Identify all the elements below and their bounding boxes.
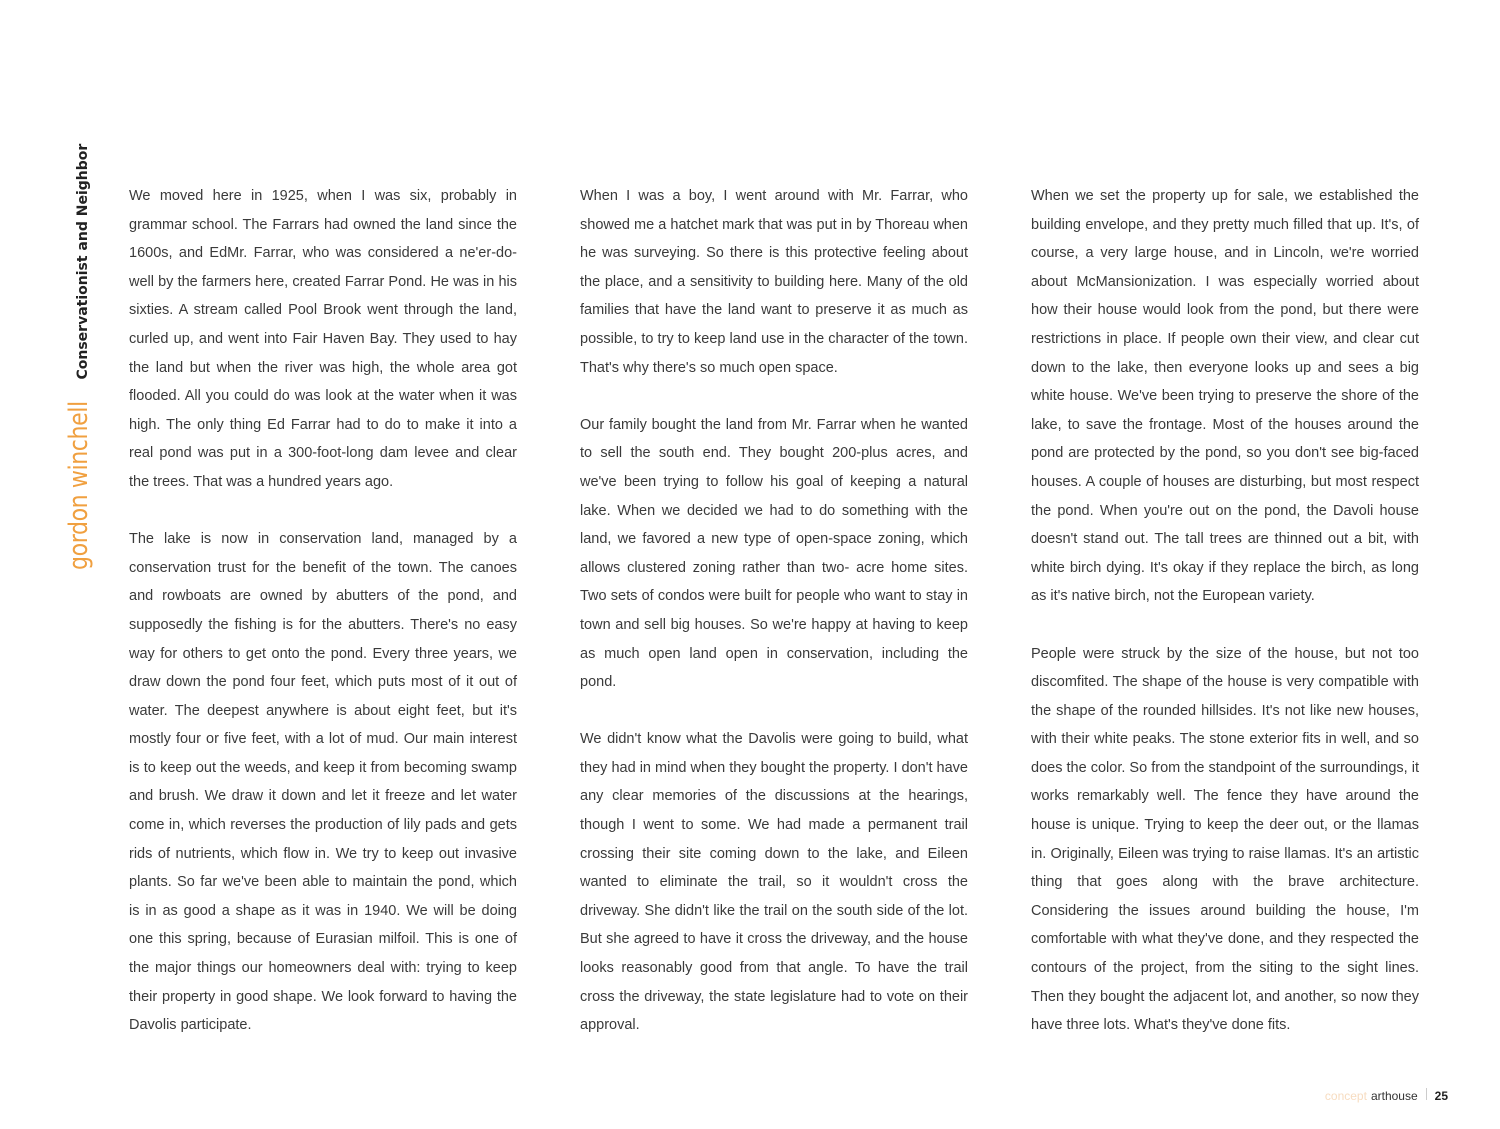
sidebar-label [64,144,94,570]
paragraph: When I was a boy, I went around with Mr. Farrar, who showed me a hatchet mark that was put in by Thoreau when he was surveying. So there is this protective feeling about the place, and a sensitivity to building here. Many of the old families that have the land want to preserve it as much as possible, to try to keep land use in the character of the town. That's why there's so much open space. [580,188,968,376]
text-column-3 [1031,182,1419,1068]
paragraph: The lake is now in conservation land, managed by a conservation trust for the benefit of the town. The canoes and rowboats are owned by abutters of the pond, and supposedly the fishing is for the abutters. There's no easy way for others to get onto the pond. Every three years, we draw down the pond four feet, which puts most of it out of water. The deepest anywhere is about eight feet, but it's mostly four or five feet, with a lot of mud. Our main interest is to keep out the weeds, and keep it from becoming swamp and brush. We draw it down and let it freeze and let water come in, which reverses the production of lily pads and gets rids of nutrients, which flow in. We try to keep out invasive plants. So far we've been able to maintain the pond, which is in as good a shape as it was in 1940. We will be doing one this spring, because of Eurasian milfoil. This is one of the major things our homeowners deal with: trying to keep their property in good shape. We look forward to having the Davolis participate. [129,531,517,1034]
page-number: 25 [1434,1089,1448,1103]
paragraph: We didn't know what the Davolis were going to build, what they had in mind when they bought the property. I don't have any clear memories of the discussions at the hearings, though I went to some. We had made a permanent trail crossing their site coming down to the lake, and Eileen wanted to eliminate the trail, so it wouldn't cross the driveway. She didn't like the trail on the south side of the lot. But she agreed to have it cross the driveway, and the house looks reasonably good from that angle. To have the trail cross the driveway, the state legislature had to vote on their approval. [580,731,968,1034]
magazine-name: concept [1324,1089,1367,1103]
interviewee-role: Conservationist and Neighbor [75,143,91,380]
paragraph: People were struck by the size of the house, but not too discomfited. The shape of the house is very compatible with the shape of the rounded hillsides. It's not like new houses, with their white peaks. The stone exterior fits in well, and so does the color. So from the standpoint of the surroundings, it works remarkably well. The fence they have around the house is unique. Trying to keep the deer out, or the llamas in. Originally, Eileen was trying to raise llamas. It's an artistic thing that goes along with the brave architecture. Considering the issues around building the house, I'm comfortable with what they've done, and they respected the contours of the project, from the siting to the sight lines. Then they bought the adjacent lot, and another, so now they have three lots. What's they've done fits. [1031,645,1419,1034]
page-footer [1325,1088,1448,1103]
text-column-1 [129,182,517,1068]
paragraph: When we set the property up for sale, we established the building envelope, and they pretty much filled that up. It's, of course, a very large house, and in Lincoln, we're worried about McMansionization. I was especially worried about how their house would look from the pond, but there were restrictions in place. If people own their view, and clear cut down to the lake, then everyone looks up and sees a big white house. We've been trying to preserve the shore of the lake, to save the frontage. Most of the houses around the pond are protected by the pond, so you don't see big-faced houses. A couple of houses are disturbing, but most respect the pond. When you're out on the pond, the Davoli house doesn't stand out. The tall trees are thinned out a bit, with white birch dying. It's okay if they replace the birch, as long as it's native birch, not the European variety. [1031,188,1419,605]
paragraph: We moved here in 1925, when I was six, probably in grammar school. The Farrars had owned the land since the 1600s, and EdMr. Farrar, who was considered a ne'er-do-well by the farmers here, created Farrar Pond. He was in his sixties. A stream called Pool Brook went through the land, curled up, and went into Fair Haven Bay. They used to hay the land but when the river was high, the whole area got flooded. All you could do was look at the water when it was high. The only thing Ed Farrar had to do to make it into a real pond was put in a 300-foot-long dam levee and clear the trees. That was a hundred years ago. [129,188,517,490]
interviewee-name: gordon winchell [64,401,94,570]
section-name: arthouse [1370,1089,1418,1103]
footer-divider [1426,1088,1427,1100]
text-column-2 [580,182,968,1068]
paragraph: Our family bought the land from Mr. Farrar when he wanted to sell the south end. They bought 200-plus acres, and we've been trying to follow his goal of keeping a natural lake. When we decided we had to do something with the land, we favored a new type of open-space zoning, which allows clustered zoning rather than two- acre home sites. Two sets of condos were built for people who want to stay in town and sell big houses. So we're happy at having to keep as much open land open in conservation, including the pond. [580,416,968,691]
